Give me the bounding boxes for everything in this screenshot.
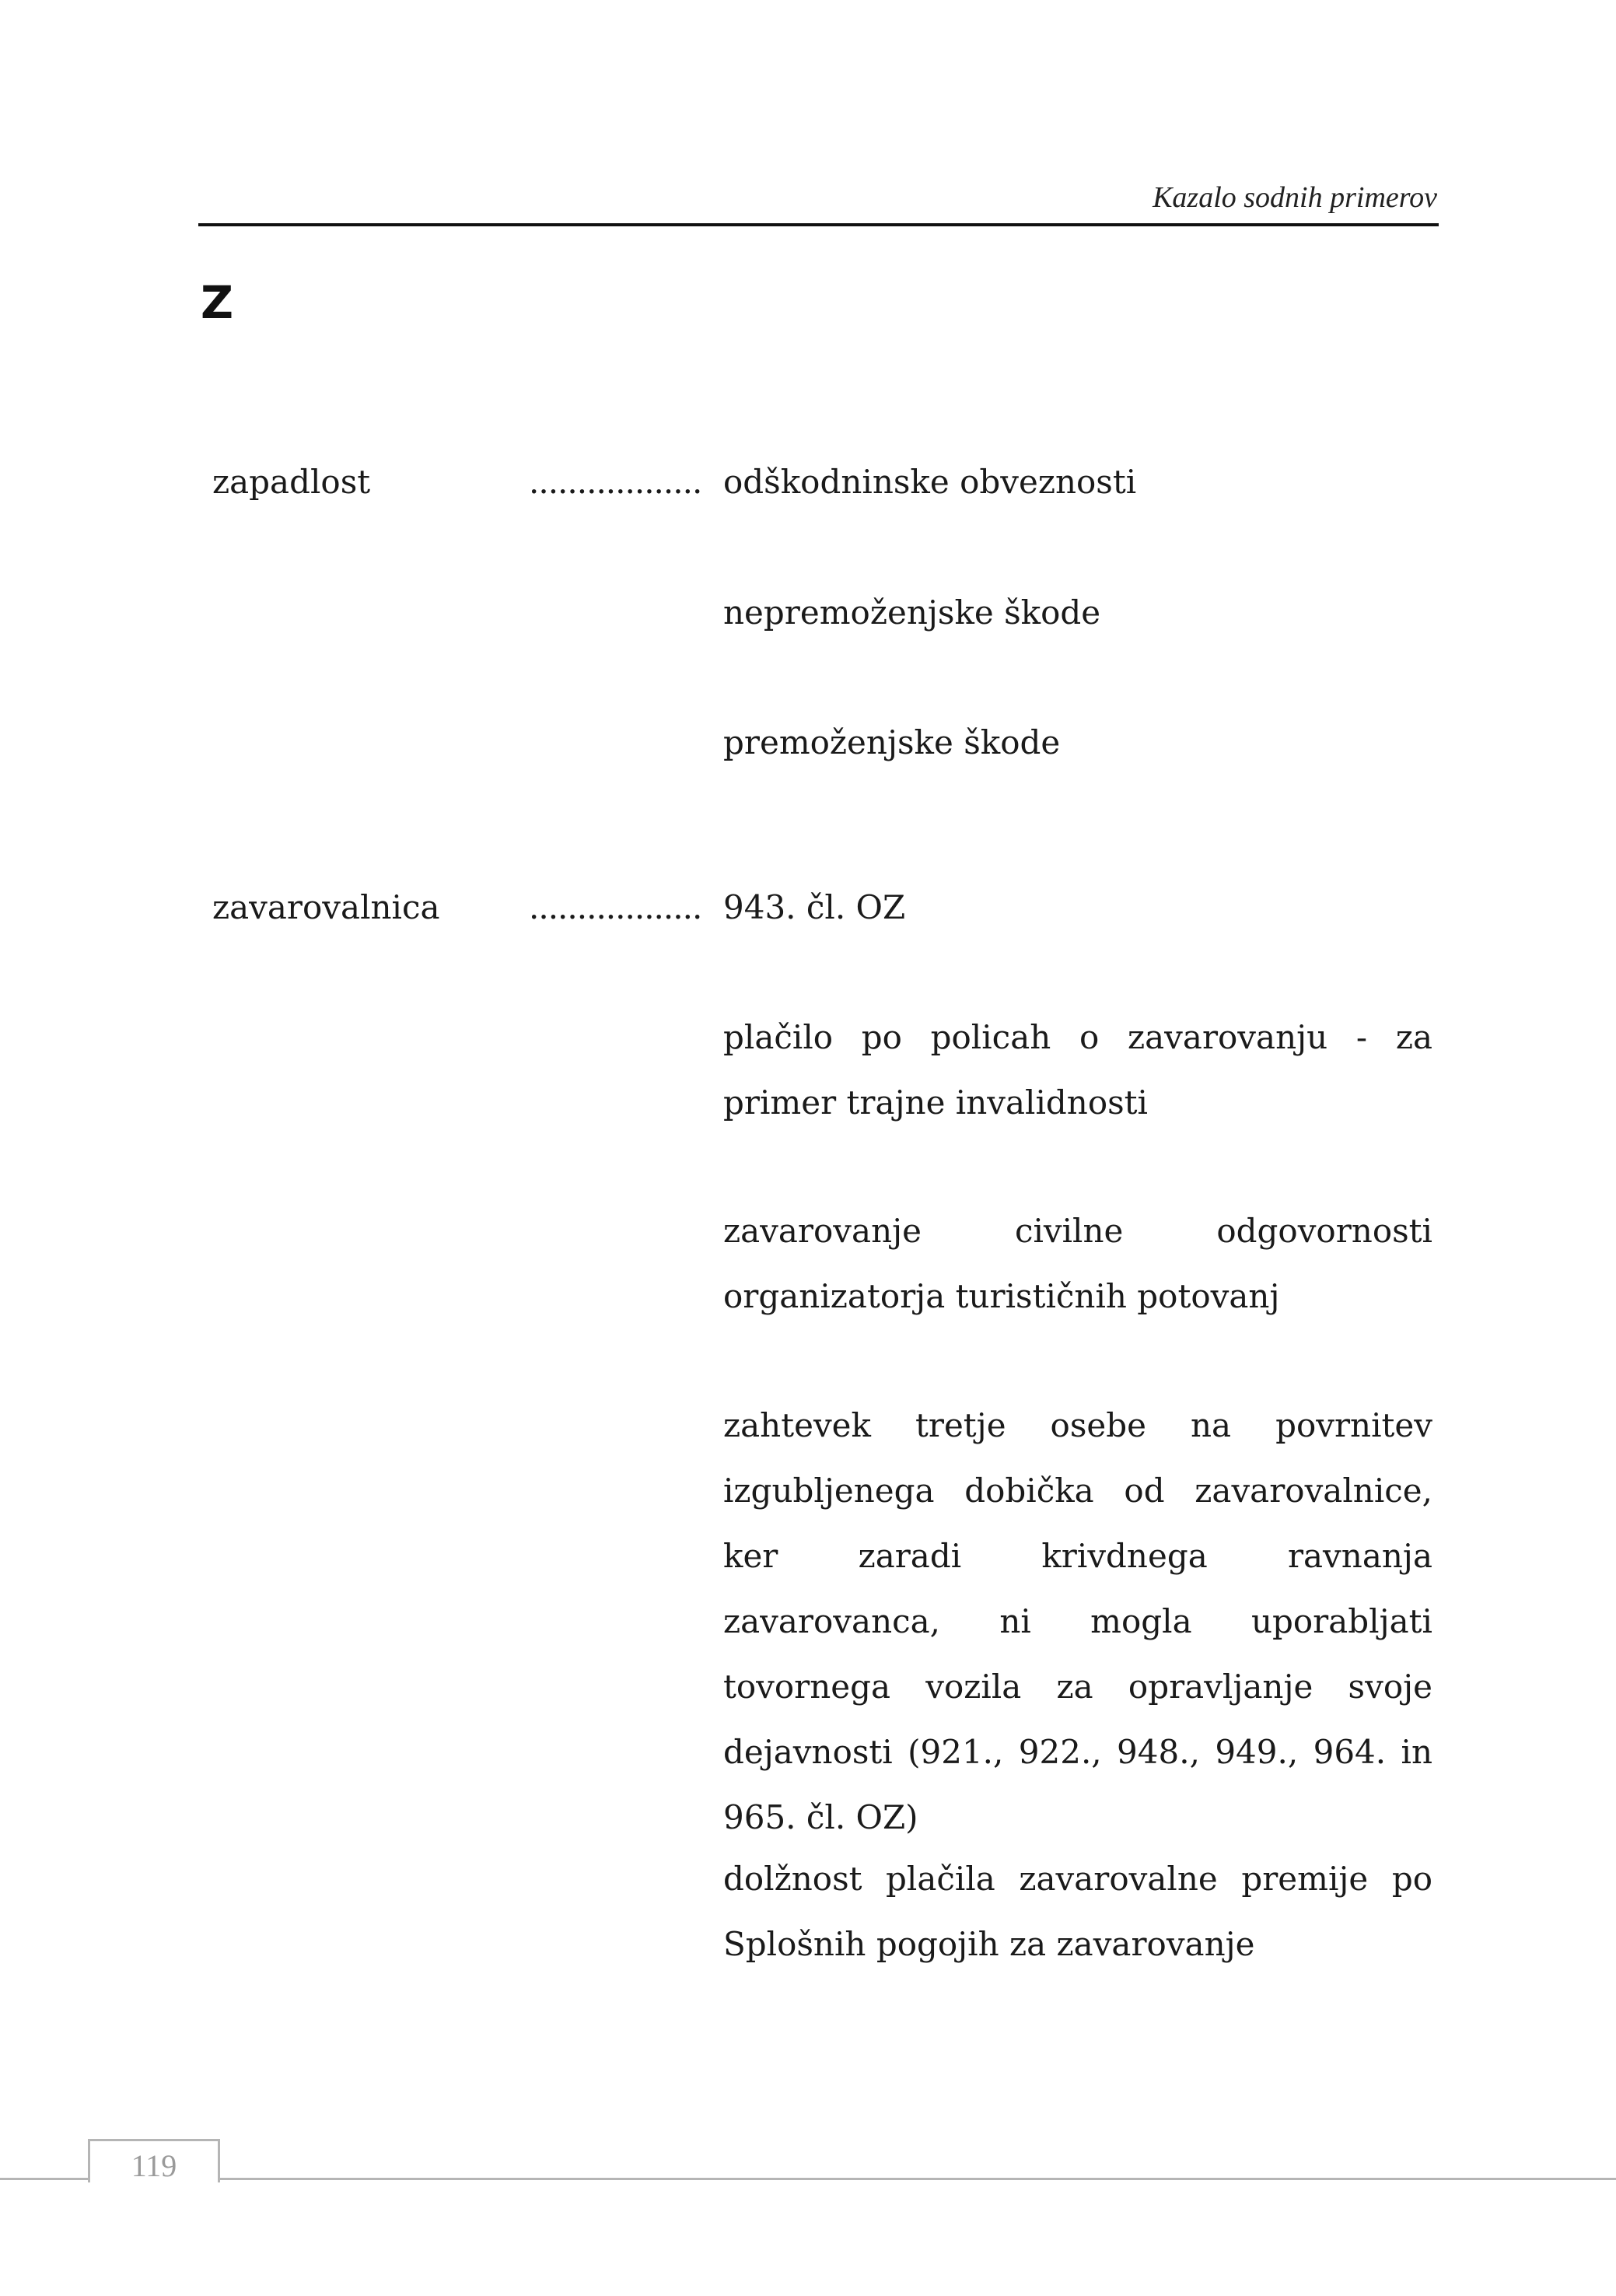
- index-item: nepremoženjske škode: [723, 593, 1101, 632]
- index-item: odškodninske obveznosti: [723, 463, 1137, 501]
- index-item: zavarovanje civilne odgovornosti organizatorja turističnih potovanj: [723, 1212, 1432, 1315]
- footer-rule: [0, 2178, 1616, 2180]
- index-item: premoženjske škode: [723, 723, 1061, 761]
- dot-leader: ..................: [529, 888, 702, 926]
- index-term-zapadlost: zapadlost: [212, 463, 371, 501]
- index-item: plačilo po policah o zavarovanju - za primer trajne invalidnosti: [723, 1018, 1432, 1122]
- index-item: 943. čl. OZ: [723, 888, 906, 926]
- dot-leader: ..................: [529, 463, 702, 501]
- section-letter: Z: [201, 276, 234, 329]
- page-number-tab: [88, 2139, 220, 2182]
- running-head: Kazalo sodnih primerov: [1153, 181, 1437, 214]
- index-term-zavarovalnica: zavarovalnica: [212, 888, 440, 926]
- index-item: zahtevek tretje osebe na povrnitev izgubljenega dobička od zavarovalnice, ker zaradi krivdnega ravnanja zavarovanca, ni mogla uporabljati tovornega vozila za opravljanje svoje dejavnosti (921., 922., 948., 949., 964. in 965. čl. OZ): [723, 1406, 1432, 1836]
- header-rule: [198, 223, 1439, 226]
- page-number: 119: [131, 2148, 177, 2183]
- index-item: dolžnost plačila zavarovalne premije po Splošnih pogojih za zavarovanje: [723, 1860, 1432, 1963]
